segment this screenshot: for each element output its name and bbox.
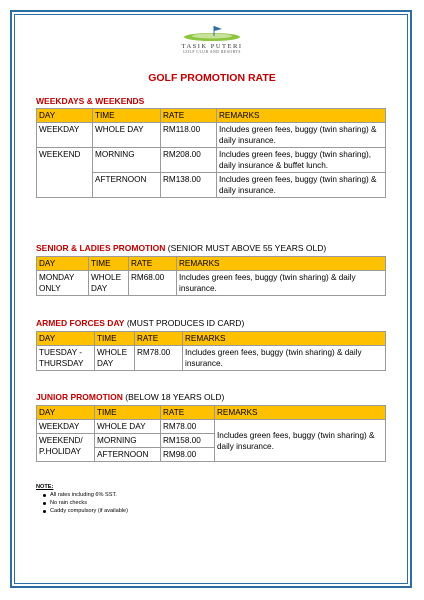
column-header: RATE <box>129 257 177 271</box>
column-header: DAY <box>37 257 89 271</box>
notes-title: NOTE: <box>36 484 54 490</box>
remarks-cell: Includes green fees, buggy (twin sharing) & daily insurance. <box>217 173 386 198</box>
rate-cell: RM118.00 <box>161 123 217 148</box>
day-cell: MONDAY ONLY <box>37 271 89 296</box>
section-heading-junior <box>36 392 224 402</box>
table-row <box>37 271 386 296</box>
section-note: (BELOW 18 YEARS OLD) <box>122 392 225 402</box>
section-note: (MUST PRODUCES ID CARD) <box>124 318 245 328</box>
rate-cell: RM208.00 <box>161 148 217 173</box>
list-item: No rain checks <box>50 499 128 507</box>
armed-forces-table <box>36 331 386 371</box>
golf-green-logo-icon <box>182 24 242 42</box>
time-cell: WHOLE DAY <box>95 420 161 434</box>
time-cell: AFTERNOON <box>93 173 161 198</box>
junior-table <box>36 405 386 462</box>
column-header: TIME <box>95 406 161 420</box>
column-header: TIME <box>89 257 129 271</box>
section-heading-senior <box>36 243 326 253</box>
table-header-row <box>37 332 386 346</box>
time-cell: MORNING <box>93 148 161 173</box>
table-header-row <box>37 257 386 271</box>
notes-list <box>36 491 128 515</box>
column-header: RATE <box>161 109 217 123</box>
column-header: DAY <box>37 406 95 420</box>
time-cell: WHOLE DAY <box>89 271 129 296</box>
table-row <box>37 148 386 173</box>
section-title: ARMED FORCES DAY <box>36 318 125 328</box>
time-cell: WHOLE DAY <box>95 346 135 371</box>
section-heading-weekdays <box>36 96 144 106</box>
rate-cell: RM78.00 <box>161 420 215 434</box>
remarks-cell: Includes green fees, buggy (twin sharing) & daily insurance. <box>215 420 386 462</box>
day-cell: TUESDAY - THURSDAY <box>37 346 95 371</box>
remarks-cell: Includes green fees, buggy (twin sharing) & daily insurance. <box>183 346 386 371</box>
senior-table <box>36 256 386 296</box>
table-row <box>37 420 386 434</box>
column-header: TIME <box>93 109 161 123</box>
table-header-row <box>37 109 386 123</box>
rate-cell: RM78.00 <box>135 346 183 371</box>
remarks-cell: Includes green fees, buggy (twin sharing) & daily insurance. <box>217 123 386 148</box>
time-cell: WHOLE DAY <box>93 123 161 148</box>
table-row <box>37 123 386 148</box>
rate-cell: RM98.00 <box>161 448 215 462</box>
time-cell: AFTERNOON <box>95 448 161 462</box>
remarks-cell: Includes green fees, buggy (twin sharing), daily insurance & buffet lunch. <box>217 148 386 173</box>
column-header: TIME <box>95 332 135 346</box>
rate-cell: RM158.00 <box>161 434 215 448</box>
column-header: REMARKS <box>177 257 386 271</box>
section-title: JUNIOR PROMOTION <box>36 392 123 402</box>
column-header: RATE <box>135 332 183 346</box>
column-header: REMARKS <box>215 406 386 420</box>
column-header: RATE <box>161 406 215 420</box>
time-cell: MORNING <box>95 434 161 448</box>
section-title: SENIOR & LADIES PROMOTION <box>36 243 166 253</box>
column-header: DAY <box>37 332 95 346</box>
list-item: Caddy compulsory (if available) <box>50 508 129 514</box>
column-header: REMARKS <box>183 332 386 346</box>
section-note: (SENIOR MUST ABOVE 55 YEARS OLD) <box>165 243 327 253</box>
column-header: REMARKS <box>217 109 386 123</box>
brand-tagline: GOLF CLUB AND RESORTS <box>183 50 241 54</box>
brand-name: TASIK PUTERI <box>181 43 243 50</box>
section-heading-armed-forces <box>36 318 244 328</box>
table-header-row <box>37 406 386 420</box>
notes-section <box>36 483 128 515</box>
remarks-cell: Includes green fees, buggy (twin sharing) & daily insurance. <box>177 271 386 296</box>
rate-cell: RM68.00 <box>129 271 177 296</box>
rate-cell: RM138.00 <box>161 173 217 198</box>
brand-logo <box>0 24 424 54</box>
day-cell: WEEKDAY <box>37 420 95 434</box>
weekdays-table <box>36 108 386 198</box>
day-cell: WEEKEND/ P.HOLIDAY <box>37 434 95 462</box>
page-title: GOLF PROMOTION RATE <box>148 72 276 84</box>
list-item: All rates including 6% SST. <box>50 491 128 499</box>
day-cell: WEEKEND <box>37 148 93 198</box>
column-header: DAY <box>37 109 93 123</box>
table-row <box>37 346 386 371</box>
day-cell: WEEKDAY <box>37 123 93 148</box>
section-title: WEEKDAYS & WEEKENDS <box>36 96 145 106</box>
